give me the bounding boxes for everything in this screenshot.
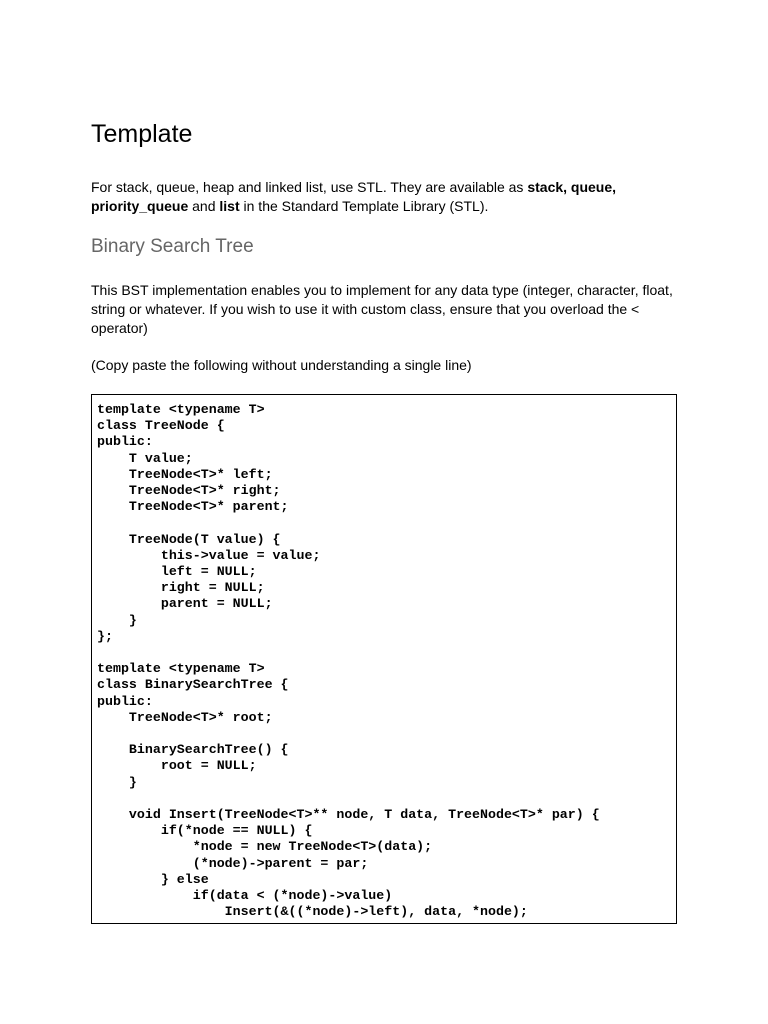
code-line [97, 515, 676, 531]
code-line: TreeNode<T>* right; [97, 483, 281, 499]
intro-bold-containers: stack, queue, priority_queue [91, 179, 617, 214]
code-line [97, 726, 676, 742]
code-line: parent = NULL; [97, 596, 273, 612]
code-line [97, 645, 676, 661]
intro-bold-list: list [219, 198, 240, 214]
code-line: BinarySearchTree() { [97, 742, 289, 758]
code-line: Insert(&((*node)->left), data, *node); [97, 904, 528, 920]
section-heading-bst: Binary Search Tree [91, 236, 254, 257]
code-line: T value; [97, 450, 193, 466]
code-line: (*node)->parent = par; [97, 855, 369, 871]
code-line: right = NULL; [97, 580, 265, 596]
code-line: TreeNode(T value) { [97, 531, 281, 547]
intro-paragraph [91, 178, 681, 216]
code-line: if(*node == NULL) { [97, 823, 313, 839]
code-line: template <typename T> [97, 402, 265, 417]
code-line: class BinarySearchTree { [97, 677, 289, 693]
code-line: *node = new TreeNode<T>(data); [97, 839, 433, 855]
code-line: TreeNode<T>* left; [97, 466, 273, 482]
intro-text-after: in the Standard Template Library (STL). [239, 198, 489, 214]
code-line: if(data < (*node)->value) [97, 888, 393, 904]
code-line: TreeNode<T>* root; [97, 709, 273, 725]
code-line: TreeNode<T>* parent; [97, 499, 289, 515]
code-line [97, 791, 676, 807]
intro-text-before: For stack, queue, heap and linked list, use STL. They are available as [91, 179, 528, 195]
code-line: root = NULL; [97, 758, 257, 774]
code-line: void Insert(TreeNode<T>** node, T data, TreeNode<T>* par) { [97, 807, 600, 823]
code-block [91, 394, 677, 924]
code-listing [92, 395, 676, 920]
code-line: class TreeNode { [97, 418, 225, 434]
code-line: } else [97, 871, 209, 887]
code-line: }; [97, 628, 113, 644]
code-line: template <typename T> [97, 661, 265, 677]
intro-text-mid: and [188, 198, 220, 214]
bst-description: This BST implementation enables you to implement for any data type (integer, character, float, string or whatever. If you wish to use it with custom class, ensure that you overload the < operator) [91, 282, 673, 336]
code-line: public: [97, 693, 153, 709]
code-line: } [97, 612, 137, 628]
code-line: this->value = value; [97, 547, 321, 563]
code-line: public: [97, 434, 153, 450]
copy-paste-note: (Copy paste the following without understanding a single line) [91, 357, 472, 373]
page-title: Template [91, 120, 193, 148]
code-line: } [97, 774, 137, 790]
code-line: left = NULL; [97, 564, 257, 580]
